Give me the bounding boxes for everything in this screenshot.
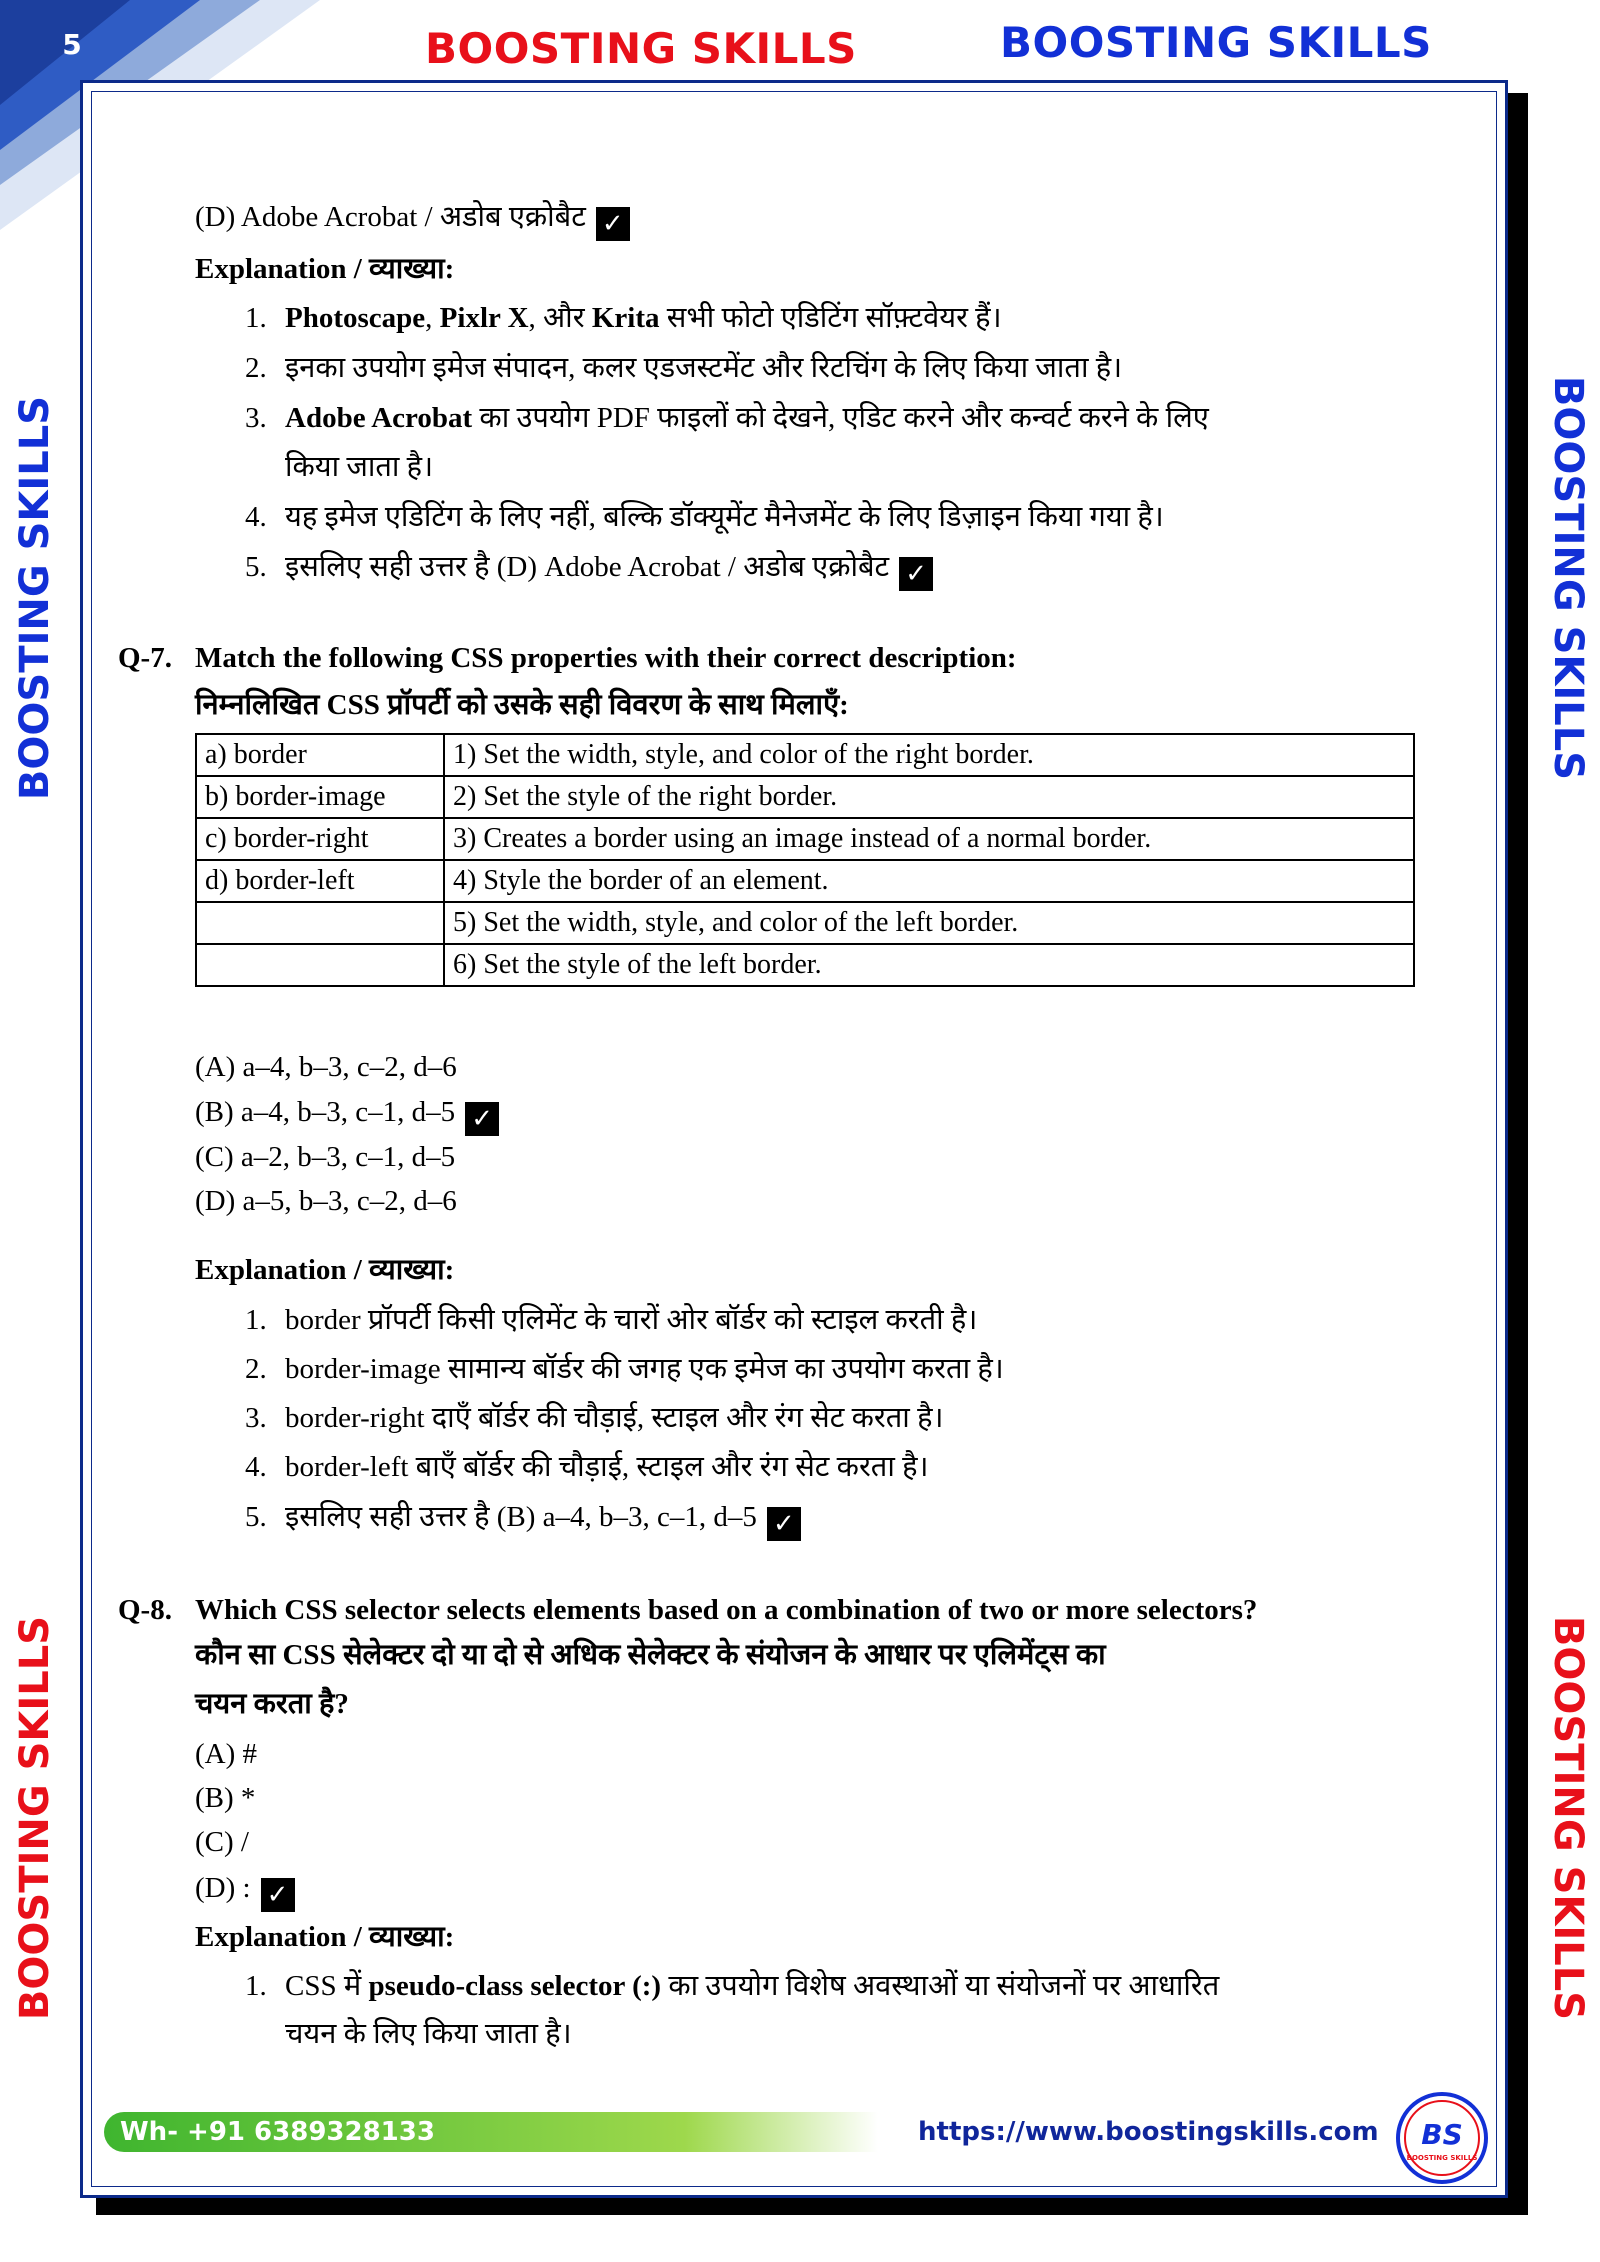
q6-option-d: (D) Adobe Acrobat / अडोब एक्रोबैट ✓ — [195, 197, 630, 241]
side-brand-right-bottom: BOOSTING SKILLS — [1545, 1615, 1591, 2021]
q8-option-c: (C) / — [195, 1826, 249, 1858]
table-cell-description: 3) Creates a border using an image instead of a normal border. — [444, 818, 1414, 860]
table-cell-property: a) border — [196, 734, 444, 776]
q8-explanation-label: Explanation / व्याख्या: — [195, 1921, 455, 1953]
q7-point-3: 3. border-right दाएँ बॉर्डर की चौड़ाई, स्टाइल और रंग सेट करता है। — [245, 1402, 944, 1434]
table-row — [196, 818, 1414, 860]
table-row — [196, 734, 1414, 776]
check-icon: ✓ — [261, 1878, 295, 1912]
check-icon: ✓ — [465, 1102, 499, 1136]
q6-point-4: 4. यह इमेज एडिटिंग के लिए नहीं, बल्कि डॉक्यूमेंट मैनेजमेंट के लिए डिज़ाइन किया गया है। — [245, 501, 1164, 533]
q7-option-c: (C) a–2, b–3, c–1, d–5 — [195, 1141, 456, 1173]
q8-question-hi-1: कौन सा CSS सेलेक्टर दो या दो से अधिक सेलेक्टर के संयोजन के आधार पर एलिमेंट्स का — [195, 1639, 1106, 1671]
table-row — [196, 944, 1414, 986]
q7-point-4: 4. border-left बाएँ बॉर्डर की चौड़ाई, स्टाइल और रंग सेट करता है। — [245, 1451, 929, 1483]
boosting-skills-logo — [1394, 2090, 1490, 2186]
q8-point-1-continued: चयन के लिए किया जाता है। — [285, 2018, 572, 2050]
q6-explanation-label: Explanation / व्याख्या: — [195, 253, 455, 285]
q6-point-1: 1. Photoscape, Pixlr X, और Krita सभी फोटो एडिटिंग सॉफ़्टवेयर हैं। — [245, 302, 1002, 334]
svg-text:BS: BS — [1421, 2118, 1463, 2151]
q8-point-1: 1. CSS में pseudo-class selector (:) का उपयोग विशेष अवस्थाओं या संयोजनों पर आधारित — [245, 1970, 1220, 2002]
q7-question-en: Q-7. Match the following CSS properties with their correct description: — [118, 642, 1017, 674]
svg-text:BOOSTING SKILLS: BOOSTING SKILLS — [1406, 2154, 1478, 2162]
table-cell-property: c) border-right — [196, 818, 444, 860]
footer-phone[interactable]: Wh- +91 6389328133 — [120, 2117, 435, 2147]
q8-question-en: Q-8. Which CSS selector selects elements based on a combination of two or more selectors? — [118, 1594, 1258, 1626]
table-cell-description: 1) Set the width, style, and color of the right border. — [444, 734, 1414, 776]
q6-point-3: 3. Adobe Acrobat का उपयोग PDF फाइलों को देखने, एडिट करने और कन्वर्ट करने के लिए — [245, 402, 1209, 434]
table-cell-property: d) border-left — [196, 860, 444, 902]
page-number: 5 — [62, 28, 82, 61]
footer-website-link[interactable]: https://www.boostingskills.com — [918, 2117, 1379, 2147]
table-cell-property: b) border-image — [196, 776, 444, 818]
table-row — [196, 776, 1414, 818]
q7-point-2: 2. border-image सामान्य बॉर्डर की जगह एक इमेज का उपयोग करता है। — [245, 1353, 1004, 1385]
q7-option-b: (B) a–4, b–3, c–1, d–5 ✓ — [195, 1092, 499, 1136]
q7-option-a: (A) a–4, b–3, c–2, d–6 — [195, 1051, 457, 1083]
q7-point-1: 1. border प्रॉपर्टी किसी एलिमेंट के चारों ओर बॉर्डर को स्टाइल करती है। — [245, 1304, 978, 1336]
q8-option-d: (D) : ✓ — [195, 1868, 295, 1912]
table-row — [196, 860, 1414, 902]
q6-point-3-continued: किया जाता है। — [285, 451, 434, 483]
check-icon: ✓ — [899, 557, 933, 591]
table-cell-property — [196, 944, 444, 986]
table-cell-description: 4) Style the border of an element. — [444, 860, 1414, 902]
q6-point-2: 2. इनका उपयोग इमेज संपादन, कलर एडजस्टमेंट और रिटचिंग के लिए किया जाता है। — [245, 352, 1123, 384]
table-cell-description: 2) Set the style of the right border. — [444, 776, 1414, 818]
q6-point-5: 5. इसलिए सही उत्तर है (D) Adobe Acrobat / अडोब एक्रोबैट ✓ — [245, 547, 933, 591]
side-brand-left-top: BOOSTING SKILLS — [12, 395, 58, 801]
check-icon: ✓ — [596, 207, 630, 241]
check-icon: ✓ — [767, 1507, 801, 1541]
side-brand-left-bottom: BOOSTING SKILLS — [12, 1615, 58, 2021]
q7-match-table — [195, 733, 1415, 987]
q7-question-hi: निम्नलिखित CSS प्रॉपर्टी को उसके सही विवरण के साथ मिलाएँ: — [195, 689, 849, 721]
table-cell-description: 5) Set the width, style, and color of the left border. — [444, 902, 1414, 944]
brand-title-blue: BOOSTING SKILLS — [1000, 18, 1432, 67]
side-brand-right-top: BOOSTING SKILLS — [1545, 375, 1591, 781]
q7-explanation-label: Explanation / व्याख्या: — [195, 1254, 455, 1286]
q8-question-hi-2: चयन करता है? — [195, 1688, 349, 1720]
q7-option-d: (D) a–5, b–3, c–2, d–6 — [195, 1185, 457, 1217]
q8-option-b: (B) * — [195, 1782, 256, 1814]
table-cell-property — [196, 902, 444, 944]
table-row — [196, 902, 1414, 944]
brand-title-red: BOOSTING SKILLS — [425, 24, 857, 73]
q8-option-a: (A) # — [195, 1738, 258, 1770]
q7-point-5: 5. इसलिए सही उत्तर है (B) a–4, b–3, c–1, d–5 ✓ — [245, 1497, 801, 1541]
table-cell-description: 6) Set the style of the left border. — [444, 944, 1414, 986]
